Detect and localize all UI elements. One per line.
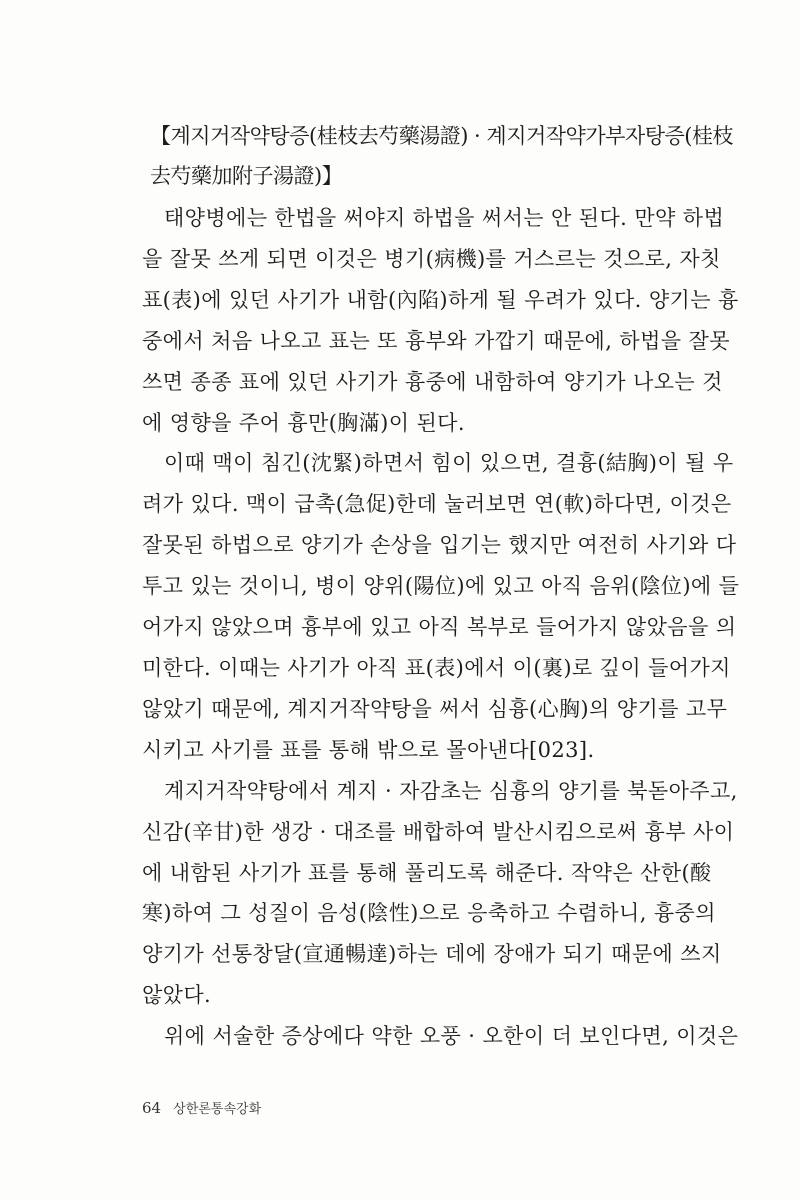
text-line: 신감(辛甘)한 생강 · 대조를 배합하여 발산시킴으로써 흉부 사이 bbox=[142, 819, 735, 844]
text-line: 려가 있다. 맥이 급촉(急促)한데 눌러보면 연(軟)하다면, 이것은 bbox=[142, 492, 732, 517]
text-line: 이때 맥이 침긴(沈緊)하면서 힘이 있으면, 결흉(結胸)이 될 우 bbox=[164, 451, 734, 476]
text-line: 계지거작약탕에서 계지 · 자감초는 심흉의 양기를 북돋아주고, bbox=[164, 778, 738, 803]
page-number: 64 bbox=[142, 1099, 162, 1117]
text-line: 쓰면 종종 표에 있던 사기가 흉중에 내함하여 양기가 나오는 것 bbox=[142, 369, 723, 394]
text-line: 태양병에는 한법을 써야지 하법을 써서는 안 된다. 만약 하법 bbox=[164, 206, 725, 230]
text-line: 에 영향을 주어 흉만(胸滿)이 된다. bbox=[142, 410, 465, 435]
page-footer bbox=[142, 1098, 261, 1117]
text-line: 시키고 사기를 표를 통해 밖으로 몰아낸다[023]. bbox=[142, 737, 595, 762]
text-line: 않았다. bbox=[142, 983, 212, 1008]
section-heading-line-2: 去芍藥加附子湯證)】 bbox=[150, 164, 343, 188]
running-book-title: 상한론통속강화 bbox=[173, 1102, 262, 1117]
paragraph-2 bbox=[142, 443, 742, 770]
section-heading-line-1: 【계지거작약탕증(桂枝去芍藥湯證) · 계지거작약가부자탕증(桂枝 bbox=[150, 124, 733, 148]
text-line: 위에 서술한 증상에다 약한 오풍 · 오한이 더 보인다면, 이것은 bbox=[164, 1024, 739, 1049]
text-line: 표(表)에 있던 사기가 내함(內陷)하게 될 우려가 있다. 양기는 흉 bbox=[142, 287, 739, 312]
text-line: 투고 있는 것이니, 병이 양위(陽位)에 있고 아직 음위(陰位)에 들 bbox=[142, 574, 740, 599]
paragraph-3 bbox=[142, 771, 742, 1016]
paragraph-1 bbox=[142, 198, 742, 443]
text-line: 어가지 않았으며 흉부에 있고 아직 복부로 들어가지 않았음을 의 bbox=[142, 615, 737, 640]
text-line: 에 내함된 사기가 표를 통해 풀리도록 해준다. 작약은 산한(酸 bbox=[142, 860, 712, 885]
text-line: 을 잘못 쓰게 되면 이것은 병기(病機)를 거스르는 것으로, 자칫 bbox=[142, 246, 721, 271]
text-line: 않았기 때문에, 계지거작약탕을 써서 심흉(心胸)의 양기를 고무 bbox=[142, 696, 728, 721]
text-line: 미한다. 이때는 사기가 아직 표(表)에서 이(裏)로 깊이 들어가지 bbox=[142, 655, 731, 680]
text-line: 寒)하여 그 성질이 음성(陰性)으로 응축하고 수렴하니, 흉중의 bbox=[142, 901, 716, 926]
text-line: 잘못된 하법으로 양기가 손상을 입기는 했지만 여전히 사기와 다 bbox=[142, 533, 737, 558]
body-text bbox=[142, 198, 742, 1057]
section-heading bbox=[150, 116, 750, 196]
text-line: 중에서 처음 나오고 표는 또 흉부와 가깝기 때문에, 하법을 잘못 bbox=[142, 328, 730, 353]
paragraph-4 bbox=[142, 1016, 742, 1057]
text-line: 양기가 선통창달(宣通暢達)하는 데에 장애가 되기 때문에 쓰지 bbox=[142, 942, 722, 967]
